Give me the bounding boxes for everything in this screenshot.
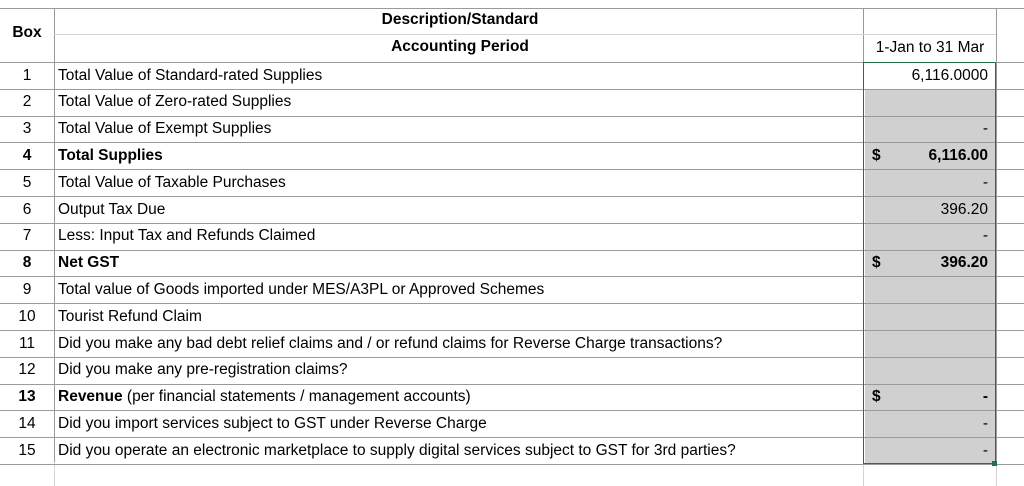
box-number: 13: [18, 388, 36, 406]
value-cell[interactable]: -: [982, 388, 988, 406]
box-number: 1: [22, 66, 32, 84]
row-description[interactable]: Did you make any bad debt relief claims and / or refund claims for Reverse Charge transactions?: [58, 334, 723, 352]
value-cell[interactable]: -: [982, 441, 988, 459]
box-number: 8: [22, 254, 32, 272]
value-cell[interactable]: -: [982, 414, 988, 432]
row-description[interactable]: Net GST: [58, 254, 120, 272]
currency-symbol: $: [872, 388, 881, 406]
row-description[interactable]: Total Value of Taxable Purchases: [58, 173, 286, 191]
row-description[interactable]: Did you operate an electronic marketplace to supply digital services subject to GST for 3rd parties?: [58, 441, 736, 459]
gridline: [863, 462, 864, 486]
box-number: 10: [18, 307, 36, 325]
box-number: 11: [18, 334, 36, 352]
box-number: 7: [22, 227, 32, 245]
column-border: [54, 8, 55, 462]
box-number: 9: [22, 280, 32, 298]
value-cell[interactable]: -: [982, 120, 988, 138]
row-description[interactable]: Did you make any pre-registration claims?: [58, 361, 348, 379]
row-description[interactable]: Total value of Goods imported under MES/A3PL or Approved Schemes: [58, 280, 545, 298]
value-cell[interactable]: 396.20: [940, 200, 988, 218]
gridline: [54, 34, 863, 35]
box-number: 14: [18, 414, 36, 432]
row-description[interactable]: Total Value of Zero-rated Supplies: [58, 93, 292, 111]
box-number: 4: [22, 146, 32, 164]
row-description[interactable]: Less: Input Tax and Refunds Claimed: [58, 227, 316, 245]
value-cell[interactable]: -: [982, 173, 988, 191]
value-cell[interactable]: 396.20: [940, 254, 988, 272]
row-description[interactable]: Total Supplies: [58, 146, 163, 164]
description-bold-part: Revenue: [58, 388, 123, 406]
box-number: 15: [18, 441, 36, 459]
period-value[interactable]: 1-Jan to 31 Mar: [875, 39, 985, 56]
gridline: [54, 462, 55, 486]
row-border: [0, 464, 1024, 465]
currency-symbol: $: [872, 254, 881, 272]
row-description[interactable]: Did you import services subject to GST under Reverse Charge: [58, 414, 487, 432]
box-number: 12: [18, 361, 36, 379]
box-number: 2: [22, 93, 32, 111]
value-cell[interactable]: 6,116.0000: [911, 66, 988, 84]
accounting-period-header: Accounting Period: [391, 38, 529, 55]
description-header: Description/Standard: [381, 11, 539, 28]
row-description[interactable]: Total Value of Exempt Supplies: [58, 120, 272, 138]
value-cell[interactable]: -: [982, 227, 988, 245]
value-cell[interactable]: 6,116.00: [928, 146, 988, 164]
box-number: 5: [22, 173, 32, 191]
row-description[interactable]: Revenue (per financial statements / management accounts): [58, 388, 471, 406]
row-description[interactable]: Output Tax Due: [58, 200, 166, 218]
box-number: 3: [22, 120, 32, 138]
box-number: 6: [22, 200, 32, 218]
gridline: [0, 8, 1024, 9]
box-header: Box: [12, 24, 42, 41]
row-description[interactable]: Tourist Refund Claim: [58, 307, 202, 325]
currency-symbol: $: [872, 146, 881, 164]
row-description[interactable]: Total Value of Standard-rated Supplies: [58, 66, 323, 84]
